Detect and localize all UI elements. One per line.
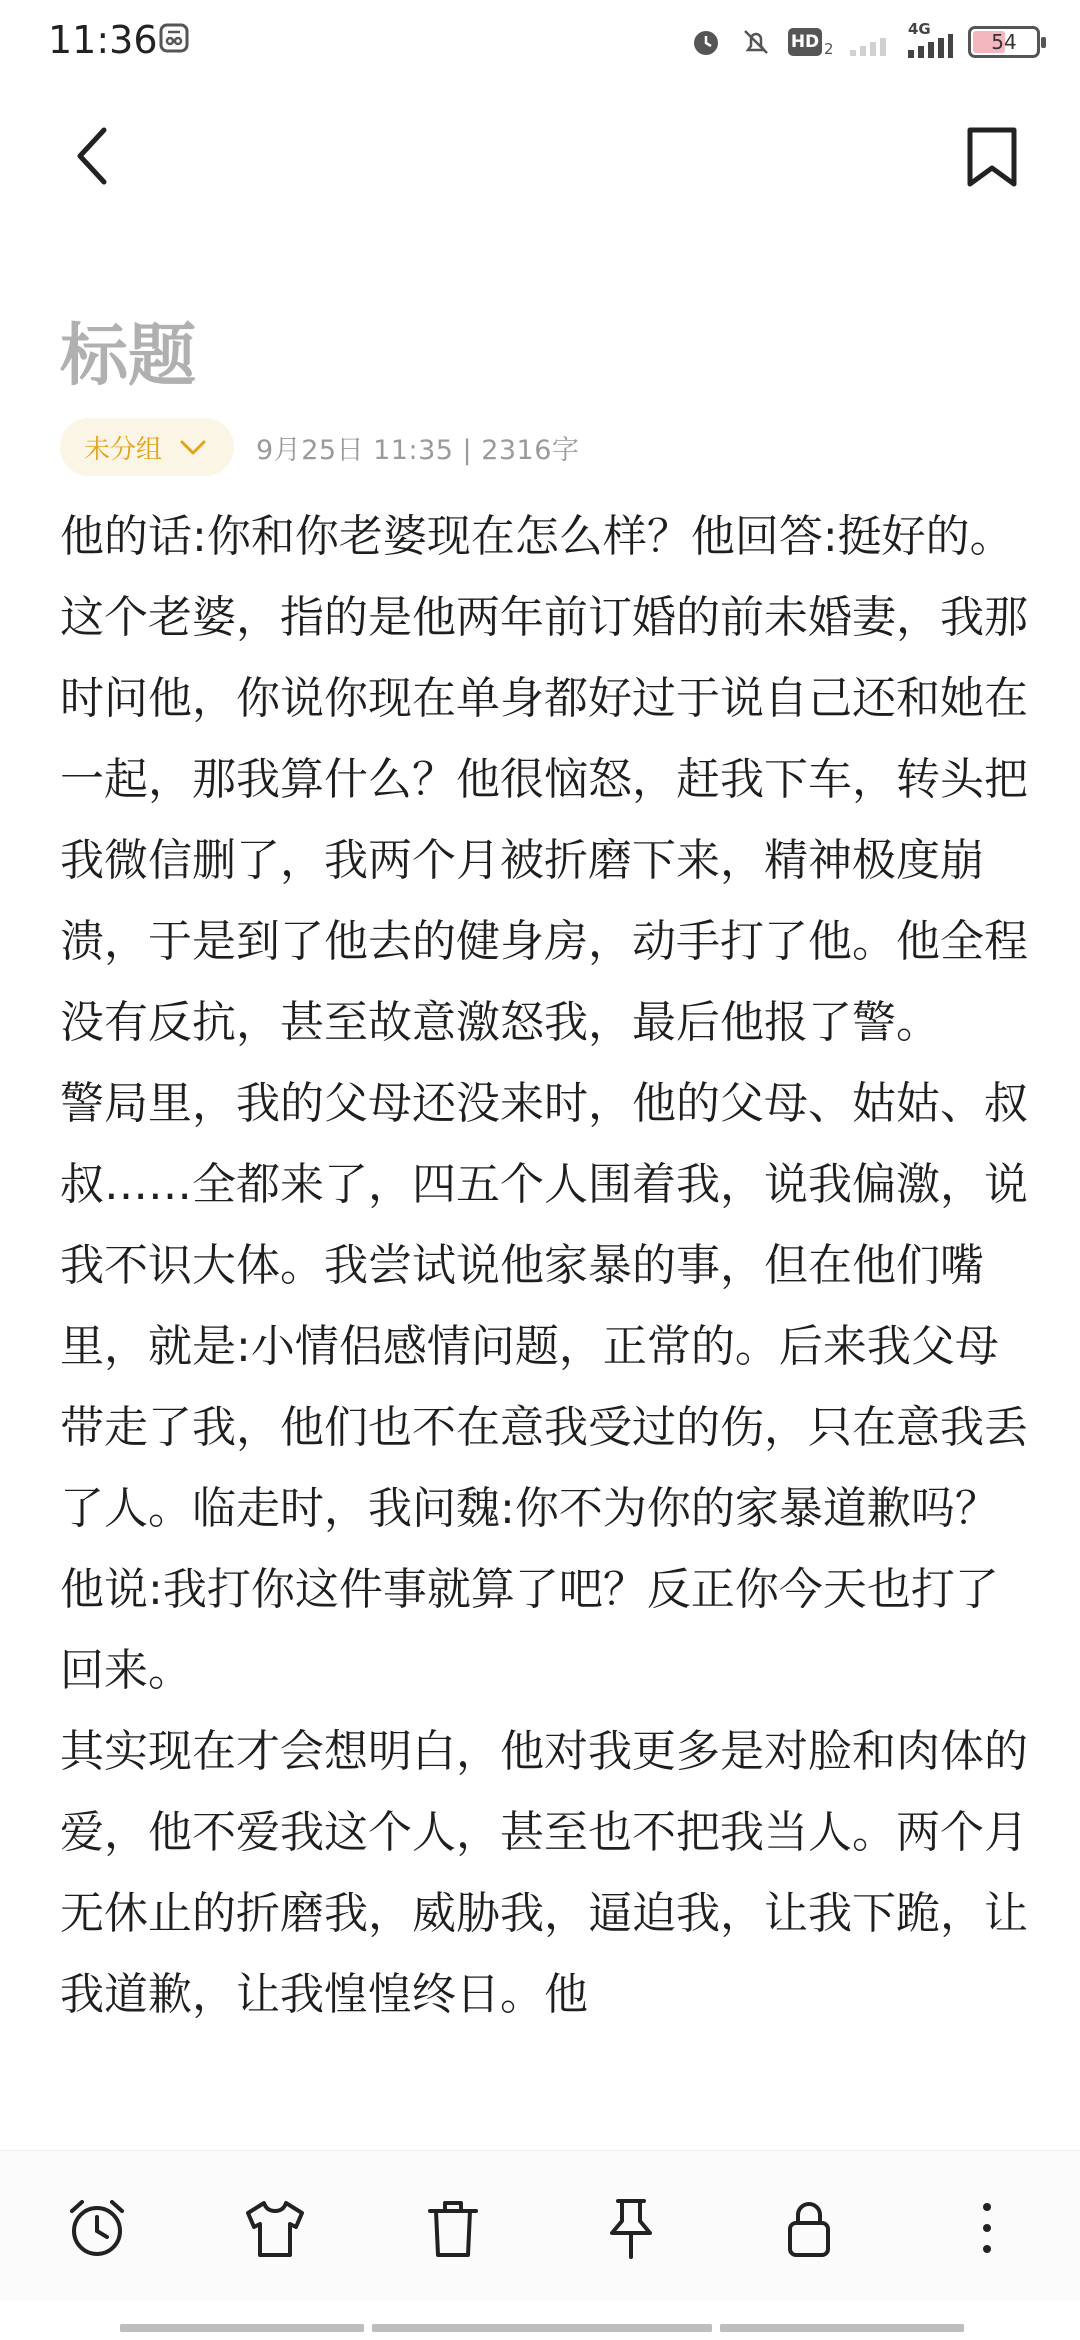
group-selector[interactable] xyxy=(60,418,234,476)
chevron-down-icon xyxy=(176,430,210,464)
status-bar xyxy=(0,0,1080,84)
signal-weak-icon xyxy=(848,24,892,60)
network-label: 4G xyxy=(908,20,931,38)
signal-4g-icon xyxy=(906,20,954,60)
gesture-nav-bar xyxy=(120,2324,964,2332)
more-options-button[interactable] xyxy=(952,2193,1022,2263)
group-label: 未分组 xyxy=(84,434,163,465)
paragraph: 其实现在才会想明白，他对我更多是对脸和肉体的爱，他不爱我这个人，甚至也不把我当人。两个月无休止的折磨我，威胁我，逼迫我，让我下跪，让我道歉，让我惶惶终日。他 xyxy=(60,1726,1028,2020)
note-title[interactable]: 标题 xyxy=(60,317,197,396)
hd-status-icon: HD 2 xyxy=(788,26,834,58)
status-icons xyxy=(688,18,1040,66)
alarm-status-icon xyxy=(688,24,724,60)
chevron-left-icon xyxy=(64,120,128,192)
note-meta-info: 9月25日 11:35 | 2316字 xyxy=(256,434,580,466)
nav-segment xyxy=(372,2324,712,2332)
bookmark-button[interactable] xyxy=(960,120,1024,192)
alarm-clock-icon xyxy=(62,2193,132,2263)
nav-segment xyxy=(120,2324,364,2332)
bottom-toolbar xyxy=(0,2150,1080,2301)
mute-status-icon xyxy=(738,24,774,60)
trash-icon xyxy=(418,2193,488,2263)
app-notification-icon xyxy=(158,22,190,54)
battery-icon xyxy=(968,26,1040,58)
theme-button[interactable] xyxy=(240,2193,310,2263)
pin-button[interactable] xyxy=(596,2193,666,2263)
note-body[interactable] xyxy=(60,496,1030,2126)
paragraph: 他的话:你和你老婆现在怎么样？他回答:挺好的。这个老婆，指的是他两年前订婚的前未婚妻，我那时问他，你说你现在单身都好过于说自己还和她在一起，那我算什么？他很恼怒，赶我下车，转头把我微信删了，我两个月被折磨下来，精神极度崩溃，于是到了他去的健身房，动手打了他。他全程没有反抗，甚至故意激怒我，最后他报了警。 xyxy=(60,511,1028,1048)
hd-label: HD xyxy=(788,28,822,56)
delete-button[interactable] xyxy=(418,2193,488,2263)
nav-segment xyxy=(720,2324,964,2332)
lock-icon xyxy=(774,2193,844,2263)
back-button[interactable] xyxy=(64,120,128,192)
tshirt-icon xyxy=(240,2193,310,2263)
note-meta-row xyxy=(60,418,579,476)
status-time: 11:36 xyxy=(48,18,158,62)
lock-button[interactable] xyxy=(774,2193,844,2263)
pin-icon xyxy=(596,2193,666,2263)
battery-level: 54 xyxy=(991,30,1017,54)
more-vertical-icon xyxy=(952,2193,1022,2263)
reminder-button[interactable] xyxy=(62,2193,132,2263)
paragraph: 警局里，我的父母还没来时，他的父母、姑姑、叔叔……全都来了，四五个人围着我，说我偏激，说我不识大体。我尝试说他家暴的事，但在他们嘴里，就是:小情侣感情问题，正常的。后来我父母带走了我，他们也不在意我受过的伤，只在意我丢了人。临走时，我问魏:你不为你的家暴道歉吗？他说:我打你这件事就算了吧？反正你今天也打了回来。 xyxy=(60,1078,1028,1696)
bookmark-icon xyxy=(960,120,1024,192)
